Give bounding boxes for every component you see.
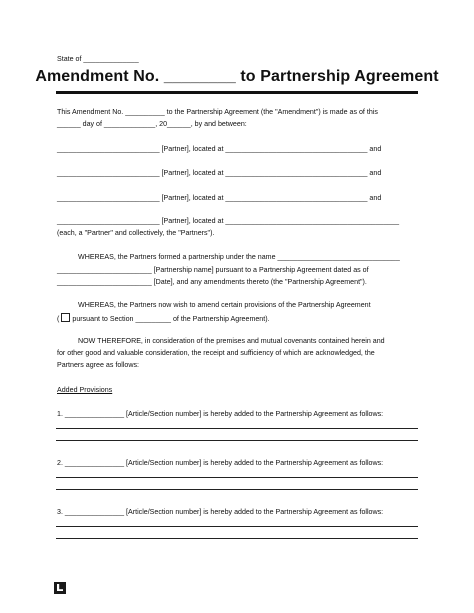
legal-templates-logo-icon — [54, 582, 66, 594]
partners-close: (each, a "Partner" and collectively, the "Partners"). — [57, 229, 215, 237]
whereas1-line-3: ________________________ [Date], and any amendments thereto (the "Partnership Agreement"). — [57, 278, 367, 286]
provision-2: 2. _______________ [Article/Section number] is hereby added to the Partnership Agreement as follows: — [57, 459, 384, 467]
provision-2-blank-line-2[interactable] — [56, 489, 418, 490]
whereas2-line-2 — [57, 313, 270, 324]
intro-line-1: This Amendment No. __________ to the Partnership Agreement (the "Amendment") is made as of this — [57, 108, 378, 116]
whereas2-line-1: WHEREAS, the Partners now wish to amend certain provisions of the Partnership Agreement — [78, 301, 371, 309]
now-therefore-line-1: NOW THEREFORE, in consideration of the premises and mutual covenants contained herein and — [78, 337, 385, 345]
whereas2-section-text: pursuant to Section _________ of the Partnership Agreement). — [72, 315, 270, 323]
whereas1-line-2: ________________________ [Partnership name] pursuant to a Partnership Agreement dated as of — [57, 266, 369, 274]
document-title: Amendment No. ________ to Partnership Agreement — [35, 68, 439, 85]
partner-line-2: __________________________ [Partner], located at ____________________________________ and — [57, 169, 382, 177]
intro-line-2: ______ day of _____________, 20______, by and between: — [57, 120, 247, 128]
provision-3-blank-line-1[interactable] — [56, 526, 418, 527]
provision-3-blank-line-2[interactable] — [56, 538, 418, 539]
state-line: State of ______________ — [57, 55, 139, 63]
partner-line-1: __________________________ [Partner], located at ____________________________________ and — [57, 145, 382, 153]
now-therefore-line-3: Partners agree as follows: — [57, 361, 140, 369]
provision-1-blank-line-1[interactable] — [56, 428, 418, 429]
amendment-checkbox[interactable] — [61, 313, 70, 322]
whereas2-open-paren: ( — [57, 315, 60, 323]
provision-1: 1. _______________ [Article/Section number] is hereby added to the Partnership Agreement as follows: — [57, 410, 384, 418]
provision-1-blank-line-2[interactable] — [56, 440, 418, 441]
partner-line-3: __________________________ [Partner], located at ____________________________________ and — [57, 194, 382, 202]
provision-2-blank-line-1[interactable] — [56, 477, 418, 478]
section-heading: Added Provisions — [57, 386, 113, 394]
provision-3: 3. _______________ [Article/Section number] is hereby added to the Partnership Agreement as follows: — [57, 508, 384, 516]
partner-line-4: __________________________ [Partner], located at ____________________________________________ — [57, 217, 400, 225]
now-therefore-line-2: for other good and valuable consideration, the receipt and sufficiency of which are acknowledged, the — [57, 349, 375, 357]
whereas1-line-1: WHEREAS, the Partners formed a partnership under the name _______________________________ — [78, 253, 400, 261]
title-rule — [56, 91, 418, 94]
